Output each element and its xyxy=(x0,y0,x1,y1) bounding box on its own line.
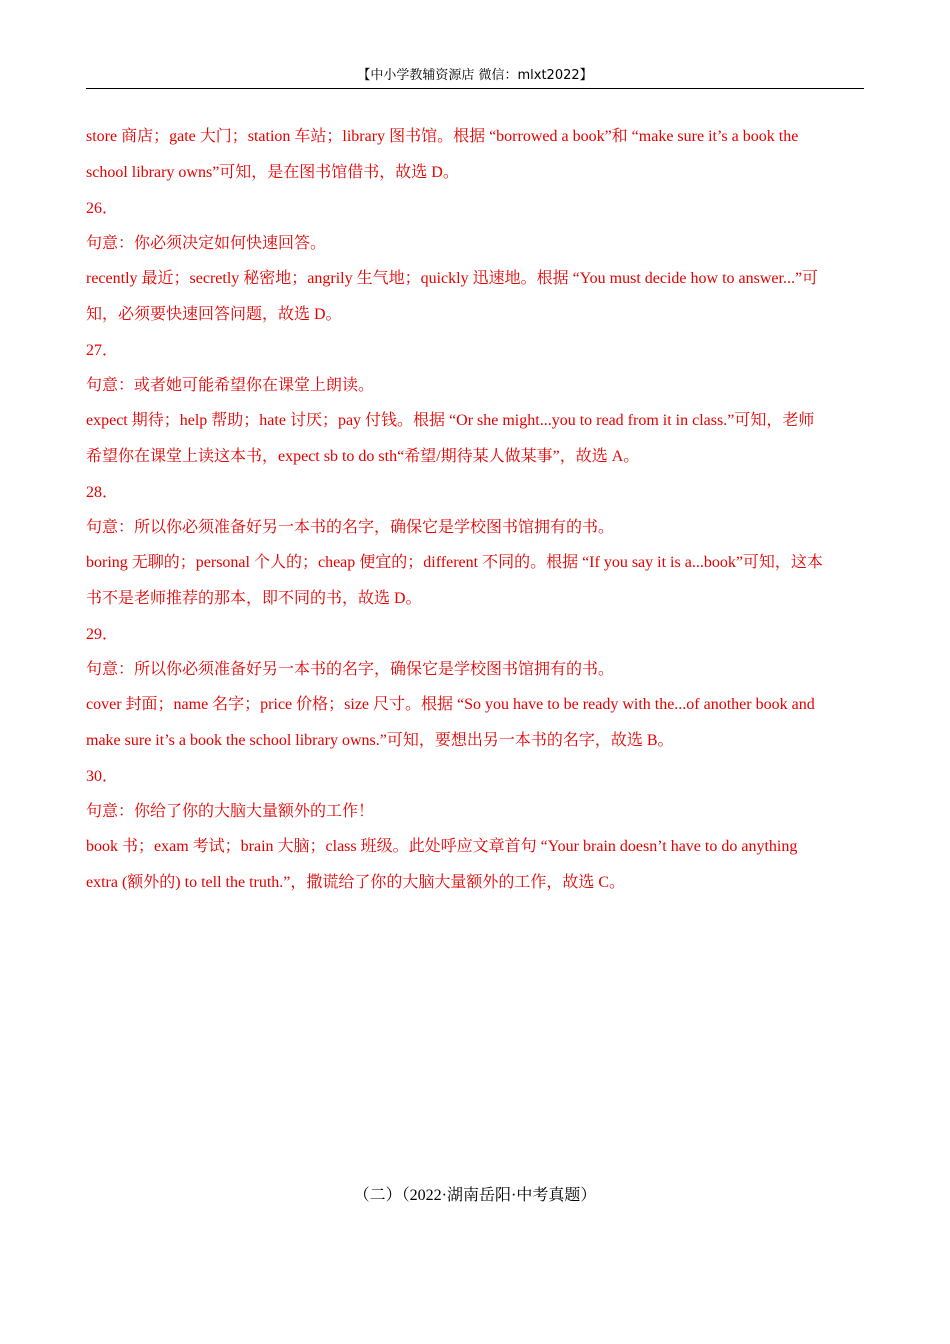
question-30-meaning: 句意：你给了你的大脑大量额外的工作！ xyxy=(86,803,375,820)
answer-explanations xyxy=(86,119,864,901)
intro-line-2: school library owns”可知，是在图书馆借书，故选 D。 xyxy=(86,164,459,181)
question-26-meaning: 句意：你必须决定如何快速回答。 xyxy=(86,235,327,252)
question-27-meaning: 句意：或者她可能希望你在课堂上朗读。 xyxy=(86,377,375,394)
question-29-meaning: 句意：所以你必须准备好另一本书的名字，确保它是学校图书馆拥有的书。 xyxy=(86,661,615,678)
question-number-27: 27． xyxy=(86,342,119,359)
intro-line-1: store 商店；gate 大门；station 车站；library 图书馆。根据 “borrowed a book”和 “make sure it’s a book the xyxy=(86,128,799,145)
question-28-explanation-1: boring 无聊的；personal 个人的；cheap 便宜的；different 不同的。根据 “If you say it is a...book”可知，这本 xyxy=(86,554,823,571)
question-number-26: 26． xyxy=(86,200,119,217)
page-header xyxy=(86,66,864,89)
section-title: （二）（2022·湖南岳阳·中考真题） xyxy=(353,1187,597,1204)
question-number-28: 28． xyxy=(86,484,119,501)
question-30-explanation-2: extra (额外的) to tell the truth.”，撒谎给了你的大脑大量额外的工作，故选 C。 xyxy=(86,874,626,891)
question-30-explanation-1: book 书；exam 考试；brain 大脑；class 班级。此处呼应文章首句 “Your brain doesn’t have to do anything xyxy=(86,838,798,855)
question-26-explanation-2: 知，必须要快速回答问题，故选 D。 xyxy=(86,306,342,323)
question-27-explanation-1: expect 期待；help 帮助；hate 讨厌；pay 付钱。根据 “Or she might...you to read from it in class.”可知，老师 xyxy=(86,412,815,429)
question-28-meaning: 句意：所以你必须准备好另一本书的名字，确保它是学校图书馆拥有的书。 xyxy=(86,519,615,536)
question-26-explanation-1: recently 最近；secretly 秘密地；angrily 生气地；quickly 迅速地。根据 “You must decide how to answer...”可 xyxy=(86,270,819,287)
question-28-explanation-2: 书不是老师推荐的那本，即不同的书，故选 D。 xyxy=(86,590,422,607)
question-29-explanation-2: make sure it’s a book the school library owns.”可知，要想出另一本书的名字，故选 B。 xyxy=(86,732,674,749)
question-27-explanation-2: 希望你在课堂上读这本书，expect sb to do sth“希望/期待某人做某事”，故选 A。 xyxy=(86,448,640,465)
header-text: 【中小学教辅资源店 微信：mlxt2022】 xyxy=(357,68,593,83)
question-number-30: 30． xyxy=(86,768,119,785)
question-number-29: 29． xyxy=(86,626,119,643)
question-29-explanation-1: cover 封面；name 名字；price 价格；size 尺寸。根据 “So you have to be ready with the...of another book and xyxy=(86,696,815,713)
